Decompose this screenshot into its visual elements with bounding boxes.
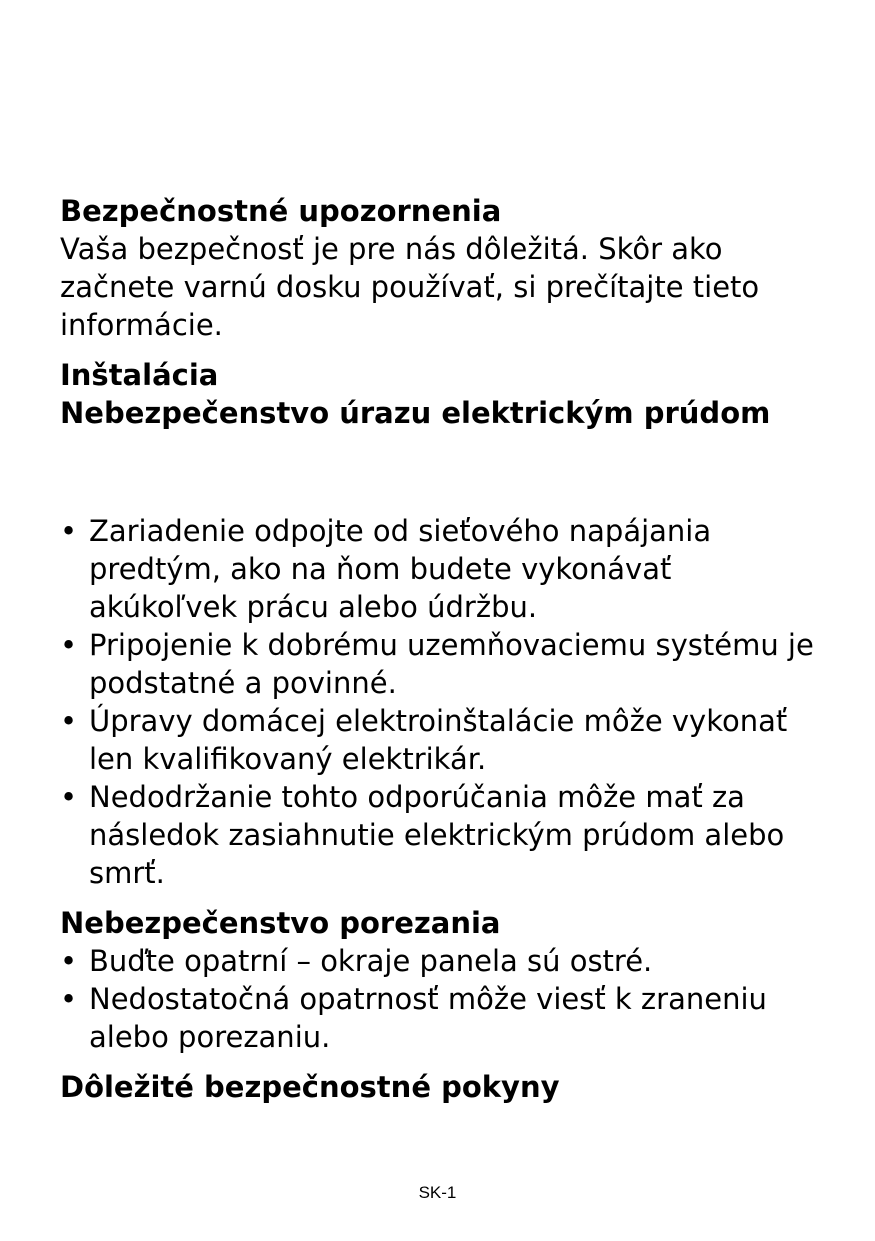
list-item <box>60 626 820 702</box>
bullet-icon: • <box>60 944 78 978</box>
list-item <box>60 942 820 980</box>
cut-hazard-heading: Nebezpečenstvo porezania <box>60 906 501 940</box>
list-item-text: Nedostatočná opatrnosť môže viesť k zraneniu alebo porezaniu. <box>89 982 767 1054</box>
bullet-icon: • <box>60 780 78 814</box>
document-body <box>60 192 820 1106</box>
list-item <box>60 980 820 1056</box>
bullet-icon: • <box>60 514 78 548</box>
electric-hazard-list <box>60 512 820 892</box>
bullet-icon: • <box>60 704 78 738</box>
list-item-text: Buďte opatrní – okraje panela sú ostré. <box>89 944 653 978</box>
list-item <box>60 512 820 626</box>
list-item <box>60 778 820 892</box>
bullet-icon: • <box>60 628 78 662</box>
list-item-text: Úpravy domácej elektroinštalácie môže vykonať len kvalifikovaný elektrikár. <box>89 704 788 776</box>
safety-heading: Bezpečnostné upozornenia <box>60 194 502 228</box>
installation-heading: Inštalácia <box>60 358 219 392</box>
list-item-text: Pripojenie k dobrému uzemňovaciemu systému je podstatné a povinné. <box>89 628 814 700</box>
electric-shock-heading: Nebezpečenstvo úrazu elektrickým prúdom <box>60 396 771 430</box>
list-item <box>60 702 820 778</box>
page-number: SK-1 <box>418 1183 457 1202</box>
list-item-text: Nedodržanie tohto odporúčania môže mať za následok zasiahnutie elektrickým prúdom alebo smrť. <box>89 780 785 890</box>
important-instructions-heading: Dôležité bezpečnostné pokyny <box>60 1070 560 1104</box>
safety-intro: Vaša bezpečnosť je pre nás dôležitá. Skôr ako začnete varnú dosku používať, si prečítajte tieto informácie. <box>60 232 760 342</box>
cut-hazard-list <box>60 942 820 1056</box>
bullet-icon: • <box>60 982 78 1016</box>
list-item-text: Zariadenie odpojte od sieťového napájania predtým, ako na ňom budete vykonávať akúkoľvek prácu alebo údržbu. <box>89 514 712 624</box>
